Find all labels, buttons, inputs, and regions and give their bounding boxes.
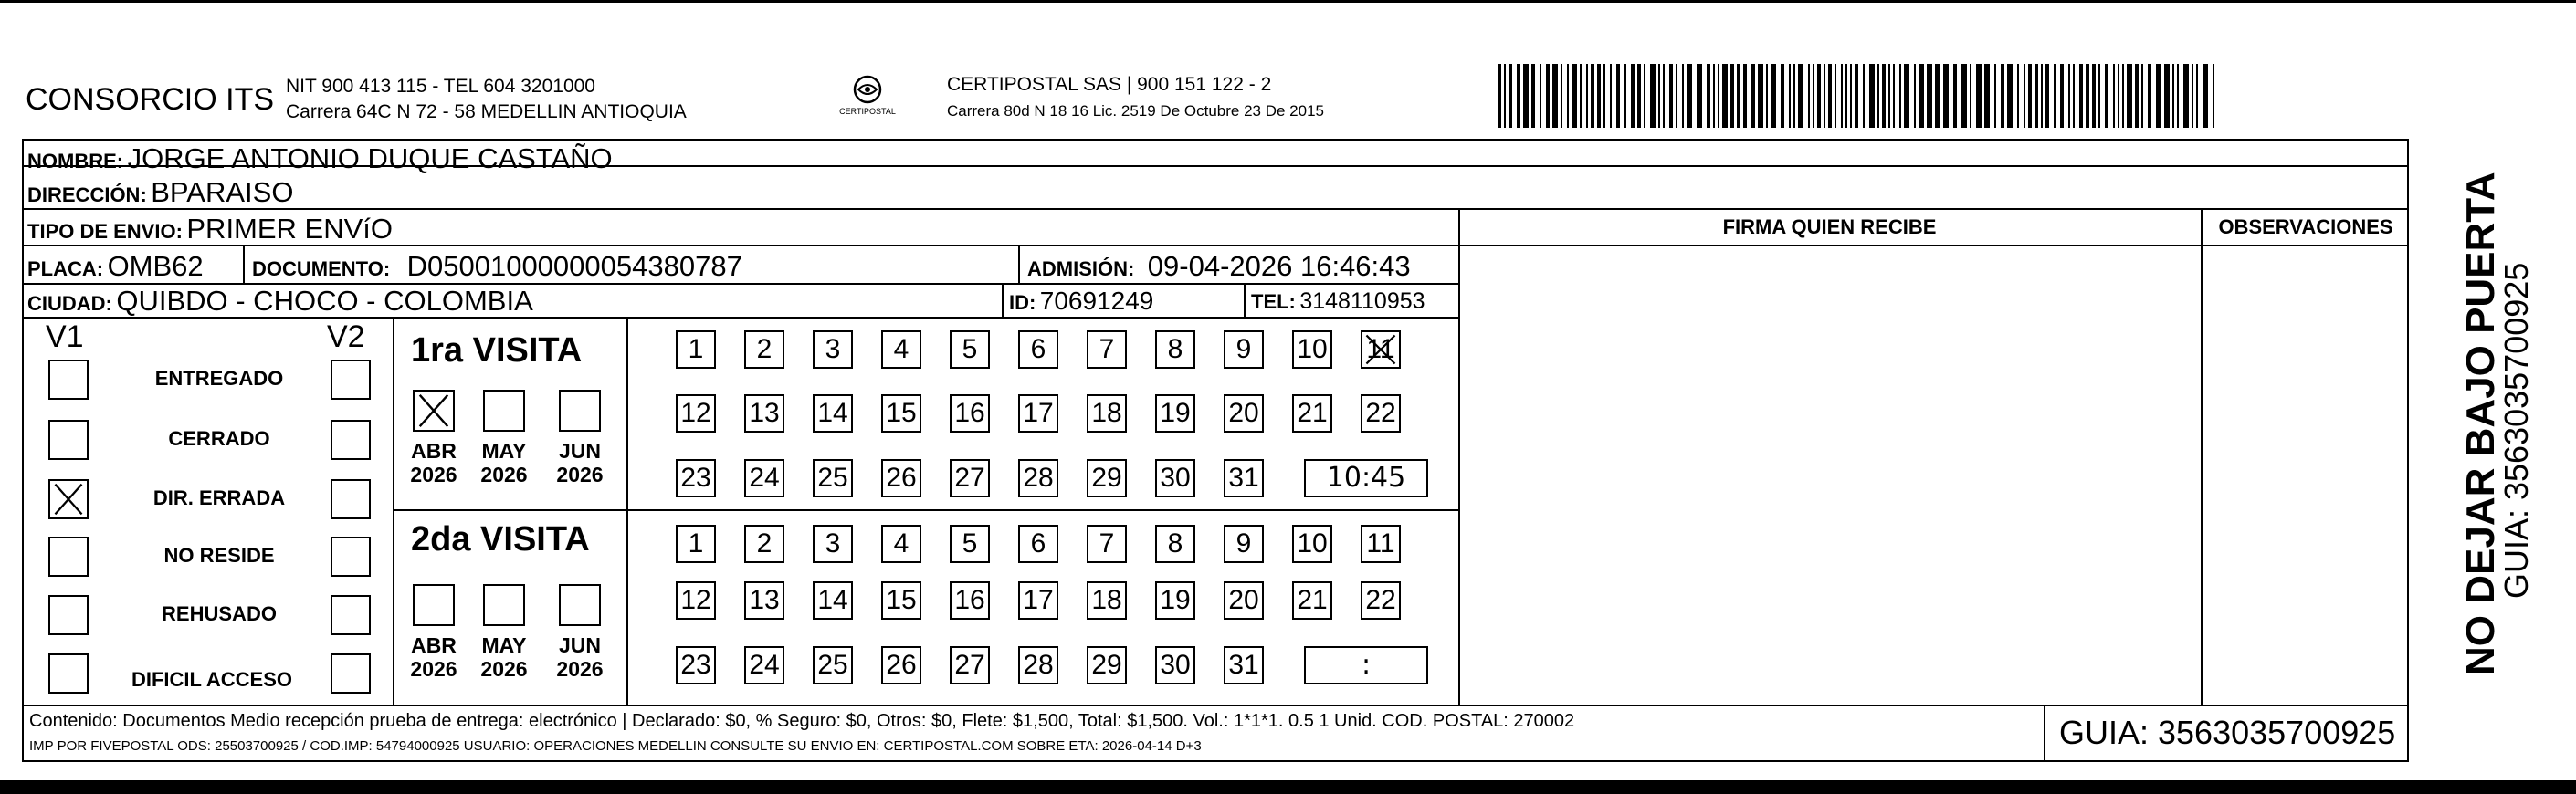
barcode-bar bbox=[1953, 64, 1957, 128]
documento-label: DOCUMENTO: bbox=[252, 257, 391, 280]
barcode-bar bbox=[2213, 64, 2214, 128]
nombre-label-text: NOMBRE: bbox=[27, 150, 124, 172]
barcode-bar bbox=[1658, 64, 1660, 128]
nombre-label bbox=[27, 144, 613, 172]
day-box[interactable]: 17 bbox=[1018, 581, 1058, 620]
frame-top bbox=[22, 139, 2408, 141]
day-box[interactable]: 29 bbox=[1087, 646, 1127, 684]
barcode-bar bbox=[1687, 64, 1692, 128]
barcode-bar bbox=[1561, 64, 1562, 128]
id-row bbox=[1009, 288, 1153, 314]
logo-text: CERTIPOSTAL bbox=[839, 107, 896, 116]
barcode-bar bbox=[1751, 64, 1755, 128]
status-label: NO RESIDE bbox=[163, 544, 275, 567]
barcode-bar bbox=[1893, 64, 1895, 128]
status-label: CERRADO bbox=[168, 427, 270, 450]
tipo-value: PRIMER ENVíO bbox=[186, 213, 394, 245]
day-box[interactable]: 10 bbox=[1292, 525, 1332, 563]
barcode-bar bbox=[2073, 64, 2075, 128]
barcode-bar bbox=[2127, 64, 2132, 128]
tel-row bbox=[1251, 290, 1425, 313]
barcode-bar bbox=[1914, 64, 1916, 128]
row-line-3 bbox=[22, 245, 1458, 246]
month-label: ABR bbox=[411, 633, 457, 657]
day-box[interactable]: 3 bbox=[813, 525, 853, 563]
status-label: REHUSADO bbox=[162, 602, 277, 625]
day-box[interactable]: 23 bbox=[676, 459, 716, 497]
nombre-value: JORGE ANTONIO DUQUE CASTAÑO bbox=[127, 142, 613, 174]
barcode-bar bbox=[1789, 64, 1791, 128]
month-label: MAY bbox=[481, 439, 527, 463]
barcode-bar bbox=[1817, 64, 1821, 128]
guia-box-left bbox=[2044, 705, 2045, 760]
side-warning: NO DEJAR BAJO PUERTA bbox=[2458, 172, 2503, 675]
barcode-bar bbox=[2007, 64, 2013, 128]
firma-left-line bbox=[1458, 208, 1460, 705]
barcode-bar bbox=[1540, 64, 1541, 128]
year-label: 2026 bbox=[556, 463, 604, 486]
barcode-bar bbox=[2164, 64, 2170, 128]
day-box[interactable]: 31 bbox=[1224, 646, 1264, 684]
placa-divider bbox=[243, 246, 245, 283]
company-line2: Carrera 64C N 72 - 58 MEDELLIN ANTIOQUIA bbox=[286, 101, 687, 122]
barcode-bar bbox=[1927, 64, 1932, 128]
barcode-bar bbox=[1707, 64, 1710, 128]
barcode-bar bbox=[1758, 64, 1763, 128]
barcode-bar bbox=[1669, 64, 1673, 128]
day-box[interactable]: 26 bbox=[881, 646, 921, 684]
barcode-bar bbox=[1624, 64, 1626, 128]
row-line-2 bbox=[22, 208, 2408, 210]
admision-label: ADMISIÓN: bbox=[1027, 257, 1135, 280]
barcode-bar bbox=[2118, 64, 2119, 128]
barcode-bar bbox=[2079, 64, 2083, 128]
day-box[interactable]: 25 bbox=[813, 459, 853, 497]
barcode-bar bbox=[2086, 64, 2089, 128]
year-label: 2026 bbox=[410, 657, 457, 681]
barcode-bar bbox=[2172, 64, 2174, 128]
barcode-bar bbox=[2148, 64, 2151, 128]
day-box[interactable]: 16 bbox=[950, 394, 990, 433]
day-box[interactable]: 12 bbox=[676, 581, 716, 620]
day-box[interactable]: 30 bbox=[1155, 646, 1195, 684]
day-box[interactable]: 11 bbox=[1361, 330, 1401, 369]
day-box[interactable]: 4 bbox=[881, 330, 921, 369]
barcode-bar bbox=[1904, 64, 1909, 128]
day-box[interactable]: 20 bbox=[1224, 581, 1264, 620]
day-box[interactable]: 30 bbox=[1155, 459, 1195, 497]
barcode-bar bbox=[1850, 64, 1852, 128]
day-box[interactable]: 24 bbox=[744, 459, 784, 497]
month-label: JUN bbox=[558, 633, 601, 657]
ciudad-row bbox=[27, 287, 533, 315]
side-guia: GUIA: 3563035700925 bbox=[2497, 262, 2535, 599]
barcode-bar bbox=[1828, 64, 1832, 128]
tel-divider bbox=[1244, 285, 1246, 317]
v2-label: V2 bbox=[327, 319, 365, 354]
day-box[interactable]: 13 bbox=[744, 394, 784, 433]
day-box[interactable]: 24 bbox=[744, 646, 784, 684]
tel-label: TEL: bbox=[1251, 290, 1296, 313]
status-v1-checkbox[interactable] bbox=[48, 537, 89, 577]
barcode-bar bbox=[1546, 64, 1550, 128]
barcode-bar bbox=[1984, 64, 1990, 128]
direccion-value: BPARAISO bbox=[151, 176, 294, 208]
admision-value: 09-04-2026 16:46:43 bbox=[1147, 250, 1411, 282]
observaciones-left-line bbox=[2201, 208, 2203, 705]
frame-left bbox=[22, 139, 24, 762]
barcode-bar bbox=[1961, 64, 1967, 128]
barcode-bar bbox=[2135, 64, 2139, 128]
time-box[interactable]: 10:45 bbox=[1304, 459, 1428, 497]
status-v2-checkbox[interactable] bbox=[331, 595, 371, 635]
admision-divider bbox=[1018, 246, 1020, 283]
day-box[interactable]: 8 bbox=[1155, 525, 1195, 563]
barcode-bar bbox=[1650, 64, 1656, 128]
barcode-bar bbox=[1663, 64, 1665, 128]
barcode-bar bbox=[1737, 64, 1740, 128]
status-v1-checkbox[interactable] bbox=[48, 420, 89, 460]
barcode-bar bbox=[2045, 64, 2049, 128]
barcode-bar bbox=[1841, 64, 1843, 128]
company-name: CONSORCIO ITS bbox=[26, 82, 275, 117]
day-box[interactable]: 28 bbox=[1018, 459, 1058, 497]
status-v2-checkbox[interactable] bbox=[331, 360, 371, 400]
status-v2-checkbox[interactable] bbox=[331, 537, 371, 577]
year-label: 2026 bbox=[556, 657, 604, 681]
ciudad-label: CIUDAD: bbox=[27, 292, 112, 315]
direccion-label: DIRECCIÓN: bbox=[27, 183, 147, 206]
barcode-bar bbox=[1676, 64, 1677, 128]
barcode-bar bbox=[1722, 64, 1728, 128]
day-box[interactable]: 9 bbox=[1224, 525, 1264, 563]
barcode-bar bbox=[1899, 64, 1901, 128]
barcode-bar bbox=[1869, 64, 1875, 128]
day-box[interactable]: 22 bbox=[1361, 394, 1401, 433]
barcode-bar bbox=[2035, 64, 2038, 128]
months-divider bbox=[626, 317, 628, 705]
footer-contenido: Contenido: Documentos Medio recepción prueba de entrega: electrónico | Declarado: $0, % Seguro: $0, Otros: $0, Flete: $1,500, Total: $1,500. Vol.: 1*1*1. 0.5 1 Unid. COD. POSTAL: 270002 bbox=[29, 711, 1575, 731]
barcode-bar bbox=[2092, 64, 2096, 128]
time-box[interactable]: : bbox=[1304, 646, 1428, 684]
barcode-bar bbox=[2017, 64, 2019, 128]
barcode-bar bbox=[2060, 64, 2064, 128]
barcode-bar bbox=[1509, 64, 1512, 128]
day-box[interactable]: 11 bbox=[1361, 525, 1401, 563]
bottom-scan-edge bbox=[0, 780, 2576, 794]
barcode-bar bbox=[1580, 64, 1582, 128]
barcode-bar bbox=[1591, 64, 1594, 128]
direccion-row bbox=[27, 178, 293, 206]
day-box[interactable]: 28 bbox=[1018, 646, 1058, 684]
barcode-bar bbox=[1517, 64, 1520, 128]
barcode-bar bbox=[1888, 64, 1890, 128]
barcode-bar bbox=[1730, 64, 1734, 128]
month-checkbox-jun[interactable] bbox=[559, 390, 601, 432]
certipostal-logo bbox=[831, 71, 904, 122]
day-box[interactable]: 18 bbox=[1087, 394, 1127, 433]
day-box[interactable]: 26 bbox=[881, 459, 921, 497]
footer-guia: GUIA: 3563035700925 bbox=[2059, 714, 2396, 751]
id-value: 70691249 bbox=[1039, 287, 1154, 315]
frame-bottom bbox=[22, 760, 2408, 762]
status-label: DIR. ERRADA bbox=[152, 486, 286, 509]
tipo-label: TIPO DE ENVIO: bbox=[27, 220, 183, 243]
barcode-bar bbox=[1586, 64, 1588, 128]
barcode-bar bbox=[2141, 64, 2143, 128]
barcode-bar bbox=[1824, 64, 1825, 128]
day-box[interactable]: 19 bbox=[1155, 394, 1195, 433]
visit-divider bbox=[393, 509, 1458, 511]
barcode-bar bbox=[1781, 64, 1784, 128]
v1-label: V1 bbox=[46, 319, 84, 354]
month-checkbox-abr[interactable] bbox=[413, 390, 455, 432]
day-box[interactable]: 22 bbox=[1361, 581, 1401, 620]
barcode-bar bbox=[1603, 64, 1605, 128]
day-box[interactable]: 7 bbox=[1087, 525, 1127, 563]
barcode-bar bbox=[1567, 64, 1569, 128]
month-label: ABR bbox=[411, 439, 457, 463]
barcode-bar bbox=[2196, 64, 2198, 128]
day-box[interactable]: 14 bbox=[813, 581, 853, 620]
firma-header-line bbox=[1458, 245, 2408, 246]
day-box[interactable]: 20 bbox=[1224, 394, 1264, 433]
month-checkbox-abr[interactable] bbox=[413, 584, 455, 626]
carrier-line2: Carrera 80d N 18 16 Lic. 2519 De Octubre 23 De 2015 bbox=[947, 102, 1324, 120]
barcode-bar bbox=[2203, 64, 2208, 128]
footer-imp: IMP POR FIVEPOSTAL ODS: 25503700925 / COD.IMP: 54794000925 USUARIO: OPERACIONES MEDELLIN CONSULTE SU ENVIO EN: CERTIPOSTAL.COM SOBRE ETA: 2026-04-14 D+3 bbox=[29, 738, 1202, 754]
barcode-bar bbox=[2068, 64, 2070, 128]
day-box[interactable]: 5 bbox=[950, 330, 990, 369]
barcode-bar bbox=[1970, 64, 1971, 128]
barcode-bar bbox=[1882, 64, 1886, 128]
tel-value: 3148110953 bbox=[1299, 288, 1425, 314]
documento-value: D05001000000054380787 bbox=[406, 250, 742, 282]
day-box[interactable]: 7 bbox=[1087, 330, 1127, 369]
day-box[interactable]: 17 bbox=[1018, 394, 1058, 433]
day-box[interactable]: 21 bbox=[1292, 581, 1332, 620]
barcode-bar bbox=[2192, 64, 2193, 128]
barcode-bar bbox=[1718, 64, 1719, 128]
company-line1: NIT 900 413 115 - TEL 604 3201000 bbox=[286, 76, 595, 97]
barcode-bar bbox=[1919, 64, 1924, 128]
day-box[interactable]: 16 bbox=[950, 581, 990, 620]
year-label: 2026 bbox=[480, 463, 528, 486]
placa-row bbox=[27, 252, 204, 280]
barcode-bar bbox=[1935, 64, 1940, 128]
frame-right bbox=[2407, 139, 2409, 762]
barcode-bar bbox=[1855, 64, 1858, 128]
barcode-bar bbox=[2113, 64, 2115, 128]
day-box[interactable]: 8 bbox=[1155, 330, 1195, 369]
month-checkbox-jun[interactable] bbox=[559, 584, 601, 626]
barcode-bar bbox=[1631, 64, 1635, 128]
tipo-row bbox=[27, 214, 393, 243]
year-label: 2026 bbox=[410, 463, 457, 486]
barcode-bar bbox=[2156, 64, 2161, 128]
barcode-bar bbox=[1835, 64, 1836, 128]
barcode-bar bbox=[1682, 64, 1684, 128]
firma-header: FIRMA QUIEN RECIBE bbox=[1722, 215, 1937, 238]
day-box[interactable]: 21 bbox=[1292, 394, 1332, 433]
barcode-bar bbox=[1793, 64, 1795, 128]
barcode-bar bbox=[2098, 64, 2100, 128]
barcode-bar bbox=[1771, 64, 1776, 128]
visit2-title: 2da VISITA bbox=[411, 520, 590, 559]
day-box[interactable]: 25 bbox=[813, 646, 853, 684]
barcode-bar bbox=[1697, 64, 1702, 128]
barcode-bar bbox=[2054, 64, 2056, 128]
month-label: MAY bbox=[481, 633, 527, 657]
barcode bbox=[1498, 64, 2228, 128]
day-box[interactable]: 2 bbox=[744, 525, 784, 563]
placa-label: PLACA: bbox=[27, 257, 104, 280]
barcode-bar bbox=[1713, 64, 1715, 128]
barcode-bar bbox=[1808, 64, 1810, 128]
barcode-bar bbox=[1531, 64, 1535, 128]
status-v1-checkbox[interactable] bbox=[48, 360, 89, 400]
barcode-bar bbox=[2183, 64, 2189, 128]
row-line-footer bbox=[22, 705, 2408, 706]
day-box[interactable]: 3 bbox=[813, 330, 853, 369]
row-line-5 bbox=[22, 317, 1458, 319]
ciudad-value: QUIBDO - CHOCO - COLOMBIA bbox=[116, 285, 533, 317]
observaciones-header: OBSERVACIONES bbox=[2218, 215, 2393, 238]
day-box[interactable]: 13 bbox=[744, 581, 784, 620]
day-box[interactable]: 15 bbox=[881, 581, 921, 620]
month-label: JUN bbox=[558, 439, 601, 463]
barcode-bar bbox=[2028, 64, 2032, 128]
barcode-bar bbox=[1644, 64, 1645, 128]
barcode-bar bbox=[1610, 64, 1612, 128]
day-box[interactable]: 18 bbox=[1087, 581, 1127, 620]
day-box[interactable]: 12 bbox=[676, 394, 716, 433]
day-box[interactable]: 19 bbox=[1155, 581, 1195, 620]
barcode-bar bbox=[1845, 64, 1847, 128]
day-box[interactable]: 14 bbox=[813, 394, 853, 433]
id-divider bbox=[1002, 285, 1004, 317]
year-label: 2026 bbox=[480, 657, 528, 681]
barcode-bar bbox=[2122, 64, 2124, 128]
day-box[interactable]: 6 bbox=[1018, 330, 1058, 369]
month-checkbox-may[interactable] bbox=[483, 390, 525, 432]
day-box[interactable]: 15 bbox=[881, 394, 921, 433]
status-v2-checkbox[interactable] bbox=[331, 479, 371, 519]
day-box[interactable]: 29 bbox=[1087, 459, 1127, 497]
day-box[interactable]: 27 bbox=[950, 646, 990, 684]
day-box[interactable]: 2 bbox=[744, 330, 784, 369]
day-box[interactable]: 1 bbox=[676, 330, 716, 369]
barcode-bar bbox=[1616, 64, 1620, 128]
barcode-bar bbox=[2001, 64, 2004, 128]
status-v1-checkbox[interactable] bbox=[48, 479, 89, 519]
barcode-bar bbox=[1943, 64, 1949, 128]
day-box[interactable]: 6 bbox=[1018, 525, 1058, 563]
barcode-bar bbox=[1863, 64, 1865, 128]
top-scan-edge bbox=[0, 0, 2576, 3]
day-box[interactable]: 10 bbox=[1292, 330, 1332, 369]
barcode-bar bbox=[1523, 64, 1529, 128]
day-box[interactable]: 27 bbox=[950, 459, 990, 497]
status-v1-checkbox[interactable] bbox=[48, 595, 89, 635]
barcode-bar bbox=[1813, 64, 1814, 128]
barcode-bar bbox=[1743, 64, 1747, 128]
barcode-bar bbox=[1637, 64, 1641, 128]
barcode-bar bbox=[1597, 64, 1601, 128]
barcode-bar bbox=[2105, 64, 2108, 128]
visit1-title: 1ra VISITA bbox=[411, 331, 583, 370]
status-v1-checkbox[interactable] bbox=[48, 653, 89, 694]
day-box[interactable]: 4 bbox=[881, 525, 921, 563]
status-v2-checkbox[interactable] bbox=[331, 420, 371, 460]
barcode-bar bbox=[1504, 64, 1506, 128]
barcode-bar bbox=[1572, 64, 1577, 128]
barcode-bar bbox=[2177, 64, 2179, 128]
day-box[interactable]: 31 bbox=[1224, 459, 1264, 497]
placa-value: OMB62 bbox=[107, 250, 204, 282]
barcode-bar bbox=[1798, 64, 1803, 128]
status-label: DIFICIL ACCESO bbox=[131, 668, 292, 691]
day-box[interactable]: 5 bbox=[950, 525, 990, 563]
day-box[interactable]: 1 bbox=[676, 525, 716, 563]
status-v2-checkbox[interactable] bbox=[331, 653, 371, 694]
id-label: ID: bbox=[1009, 291, 1036, 314]
month-checkbox-may[interactable] bbox=[483, 584, 525, 626]
barcode-bar bbox=[1877, 64, 1879, 128]
carrier-line1: CERTIPOSTAL SAS | 900 151 122 - 2 bbox=[947, 74, 1272, 95]
day-box[interactable]: 23 bbox=[676, 646, 716, 684]
barcode-bar bbox=[1766, 64, 1768, 128]
admision-row bbox=[1027, 252, 1411, 280]
documento-row bbox=[252, 252, 742, 280]
day-box[interactable]: 9 bbox=[1224, 330, 1264, 369]
barcode-bar bbox=[1976, 64, 1982, 128]
barcode-bar bbox=[1994, 64, 1996, 128]
barcode-bar bbox=[2041, 64, 2043, 128]
status-label: ENTREGADO bbox=[154, 367, 284, 390]
barcode-bar bbox=[2024, 64, 2025, 128]
barcode-bar bbox=[1552, 64, 1558, 128]
barcode-bar bbox=[1498, 64, 1501, 128]
